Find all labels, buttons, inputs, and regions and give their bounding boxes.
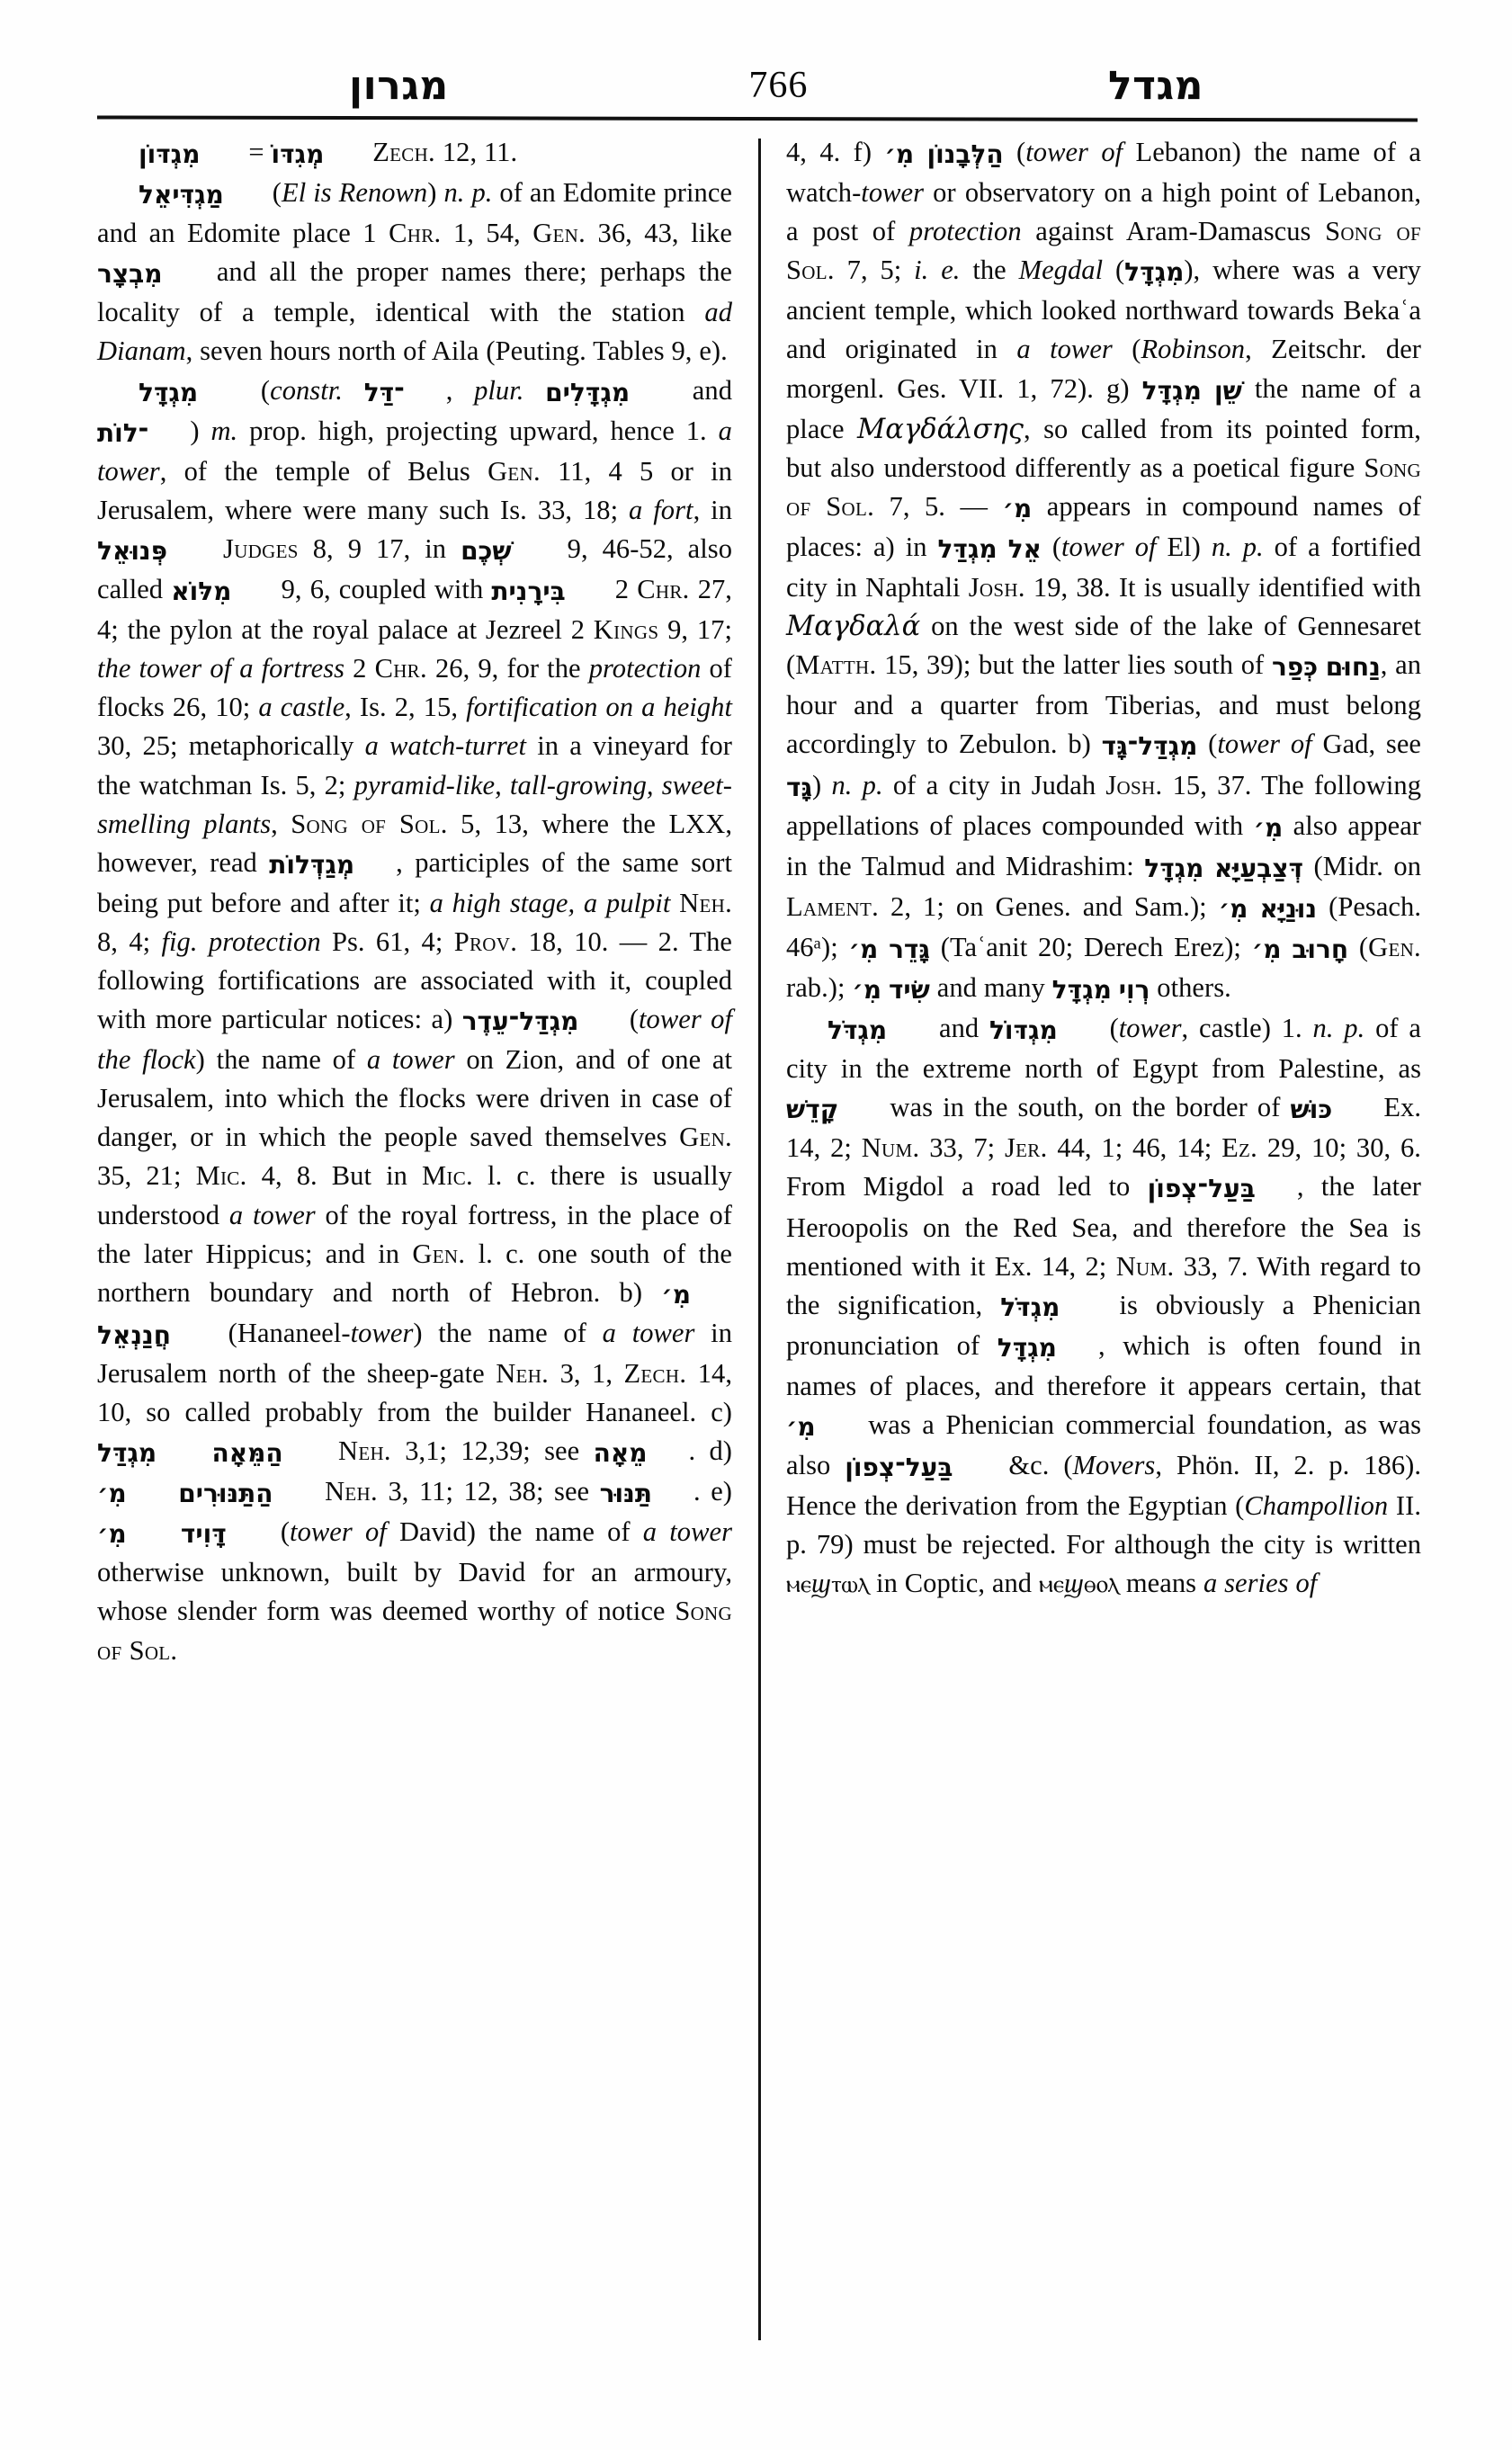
gloss-italic: n. p. <box>831 769 883 800</box>
gloss-italic: Robinson <box>1141 334 1246 365</box>
hebrew-word: מְגַדְּלוֹת <box>269 849 355 880</box>
scripture-siglum: Gen. <box>1368 931 1421 962</box>
header-rule <box>97 115 1418 121</box>
hebrew-word: מִ׳ <box>786 1412 816 1442</box>
hebrew-word: מִ׳ <box>884 139 915 169</box>
scripture-siglum: Neh. <box>496 1357 550 1389</box>
page-number: 766 <box>748 65 809 106</box>
coptic-word: ⲙⲉ <box>1039 1570 1064 1599</box>
coptic-word: ⲑⲟⲗ <box>1084 1570 1120 1599</box>
column-divider <box>758 139 761 2340</box>
gloss-italic: tower of <box>290 1516 387 1548</box>
gloss-italic: Megdal <box>1018 255 1104 286</box>
hebrew-word: גָּד <box>786 772 812 802</box>
scripture-siglum: Josh. <box>968 572 1025 604</box>
hebrew-word: שִׂיד <box>888 974 930 1005</box>
gloss-italic: n. p. <box>443 177 493 209</box>
gloss-italic: tower <box>290 1516 353 1548</box>
gloss-italic: tower <box>669 1516 732 1548</box>
gloss-italic: n. p. <box>1312 1013 1365 1044</box>
coptic-word: ⲧⲱⲗ <box>831 1570 870 1599</box>
scripture-siglum: Gen. <box>679 1122 732 1153</box>
right-column <box>786 133 1421 2364</box>
hebrew-word: מִגְדַּל <box>97 1438 157 1469</box>
running-head-right-hebrew: מגדל <box>1108 63 1203 109</box>
gloss-italic: tower of <box>1061 531 1157 562</box>
gloss-italic: fortification on a height <box>466 692 733 723</box>
scripture-siglum: Song of Sol. <box>786 452 1421 522</box>
gloss-italic: Movers <box>1072 1450 1156 1481</box>
running-head-left-hebrew: מגרון <box>349 63 449 109</box>
hebrew-word: מִגְדָּל <box>997 1332 1057 1363</box>
gloss-italic: a tower <box>228 1199 316 1230</box>
scripture-siglum: Kings <box>593 614 659 646</box>
gloss-italic: a tower <box>97 415 732 487</box>
hebrew-word: מִ׳ <box>97 1479 127 1509</box>
gloss-italic: tower <box>1025 137 1088 167</box>
text-columns <box>97 133 1421 2364</box>
scripture-siglum: Song of Sol. <box>97 1596 732 1666</box>
scripture-siglum: Judges <box>223 532 299 564</box>
hebrew-word: מִגְדָּל <box>139 377 199 407</box>
hebrew-word: בַּעַל־צְפוֹן <box>1147 1174 1256 1204</box>
gloss-italic: a fort <box>629 494 693 525</box>
scripture-siglum: Lament. <box>786 890 880 922</box>
scripture-siglum: Zech. <box>372 137 435 167</box>
gloss-italic: tower of <box>139 653 232 684</box>
gloss-italic: tower <box>1061 531 1124 562</box>
scripture-siglum: Gen. <box>412 1238 466 1269</box>
hebrew-word: מִ׳ <box>97 1519 127 1550</box>
hebrew-word: שְׁכֶם <box>461 535 512 566</box>
hebrew-word: קָדֵשׁ <box>786 1095 839 1125</box>
gloss-italic: pyramid-like, tall-growing, sweet-smelling <box>97 769 732 839</box>
scripture-siglum: Ez. <box>1221 1132 1258 1164</box>
scripture-siglum: Chr. <box>374 653 427 684</box>
scripture-siglum: Neh. <box>338 1435 391 1467</box>
scripture-siglum: Josh. <box>1105 769 1163 800</box>
gloss-italic: tower <box>1217 729 1281 760</box>
hebrew-word: בִּירָנִית <box>491 577 566 607</box>
gloss-italic: tower of <box>639 1004 732 1035</box>
hebrew-word: נוּנַיָּא <box>1259 893 1318 924</box>
entry-magdiel: מַגְדִּיאֵל (El is Renown) n. p. of an Edomite prince and an Edomite place 1 Chr. 1, 54, Gen. 36, 43, like מִבְצָר and all the proper names there; perhaps the locality of a temple, identical with the station ad Dianam, seven hours north of Aila (Peuting. Tables 9, e). <box>97 177 733 367</box>
gloss-italic: tower of <box>1217 729 1312 760</box>
hebrew-word: מִגְדּוֹן <box>139 139 201 169</box>
hebrew-word: מִ׳ <box>661 1279 691 1310</box>
hebrew-word: ־לוֹת <box>97 417 149 448</box>
gloss-italic: fig. <box>161 925 198 957</box>
hebrew-word: תַּנּוּר <box>599 1479 652 1509</box>
gloss-italic: protection <box>908 216 1022 247</box>
gloss-italic: tower <box>139 653 202 684</box>
greek-word: Μαγδαλά <box>786 611 921 643</box>
gloss-italic: plur. <box>474 374 524 406</box>
scripture-siglum: Prov. <box>453 925 518 957</box>
gloss-italic: a tower <box>642 1516 732 1548</box>
hebrew-word: מִגְדָּל <box>1051 974 1112 1005</box>
hebrew-word: מִגְדַּל־גָּד <box>1101 731 1198 762</box>
hebrew-word: מִ׳ <box>852 974 882 1005</box>
hebrew-word: הַתַּנּוּרִים <box>178 1479 273 1509</box>
gloss-italic: tower <box>252 1199 316 1230</box>
gloss-italic: a castle <box>258 692 345 723</box>
hebrew-word: מִ׳ <box>1002 493 1033 523</box>
scripture-siglum: Gen. <box>488 455 541 487</box>
scripture-siglum: Chr. <box>389 218 442 249</box>
gloss-italic: protection <box>588 653 702 684</box>
scripture-siglum: Zech. <box>623 1357 687 1389</box>
hebrew-word: מִ׳ <box>1251 934 1282 964</box>
coptic-word: ⲙⲉ <box>786 1570 811 1599</box>
gloss-italic: m. <box>210 415 238 446</box>
hebrew-word: בַּעַל־צְפוֹן <box>845 1453 953 1483</box>
hebrew-word: מֵאָה <box>593 1438 648 1469</box>
hebrew-word: כְּפַר <box>1271 652 1319 683</box>
greek-word: ϣ <box>811 1568 832 1600</box>
scripture-siglum: Num. <box>861 1132 920 1164</box>
entry-migdon: מִגְדּוֹן = מְגִדּוֹ Zech. 12, 11. <box>97 133 732 174</box>
scripture-siglum: Gen. <box>532 218 586 249</box>
hebrew-word: מִגְדָּל <box>1124 257 1185 288</box>
gloss-italic: i. e. <box>914 255 961 286</box>
hebrew-word: מִ׳ <box>1253 812 1284 843</box>
scripture-siglum: Num. <box>1115 1250 1175 1282</box>
gloss-italic: a watch-turret <box>364 730 527 762</box>
hebrew-word: הַמֵּאָה <box>211 1438 283 1469</box>
column-gutter <box>732 133 786 2364</box>
hebrew-word: מִגְדַּל־עֵדֶר <box>461 1006 579 1037</box>
gloss-italic: plants <box>203 808 272 839</box>
hebrew-word: ־דַּל <box>363 377 405 407</box>
gloss-italic: a tower <box>366 1044 455 1076</box>
hebrew-word: שֵׁן <box>1213 375 1242 406</box>
hebrew-word: מִגְדָּל <box>1141 375 1202 406</box>
hebrew-word: גָּדֵר <box>889 934 930 964</box>
gloss-italic: n. p. <box>1211 531 1264 562</box>
hebrew-word: מַגְדִּיאֵל <box>139 180 224 210</box>
scripture-siglum: Mic. <box>422 1160 473 1192</box>
gloss-italic: tower <box>1118 1013 1182 1044</box>
running-head <box>97 38 1419 109</box>
hebrew-word: דְּצַבְעַיָּא <box>1213 853 1303 883</box>
scripture-siglum: Neh. <box>679 887 733 918</box>
gloss-italic: tower <box>639 1004 702 1035</box>
gloss-italic: tower of <box>1025 137 1123 167</box>
hebrew-word: מִ׳ <box>848 934 879 964</box>
gloss-italic: the flock <box>97 1044 196 1076</box>
gloss-italic: tower <box>97 455 160 487</box>
entry-migdal-continued: 4, 4. f) מִ׳ הַלְּבָנוֹן (tower of Lebanon) the name of a watch-tower or observatory on a high point of Lebanon, a post of protection against Aram-Damascus Song of Sol. 7, 5; i. e. the Megdal (מִגְדָּל), where was a very ancient temple, which looked northward towards Bekaʿa and originated in a tower (Robinson, Zeitschr. der morgenl. Ges. VII. 1, 72). g) מִגְדָּל שֵׁן the name of a place Μαγδάλσης, so called from its pointed form, but also understood differently as a poetical figure Song of Sol. 7, 5. — מִ׳ appears in compound names of places: a) in מִגְדַּל אֵל (tower of El) n. p. of a fortified city in Naphtali Josh. 19, 38. It is usually identified with Μαγδαλά on the west side of the lake of Gennesaret (Matth. 15, 39); but the latter lies south of כְּפַר נַחוּם, an hour and a quarter from Tiberias, and must belong accordingly to Zebulon. b) מִגְדַּל־גָּד (tower of Gad, see גָּד) n. p. of a city in Judah Josh. 15, 37. The following appellations of places compounded with מִ׳ also appear in the Talmud and Midrashim: מִגְדָּל דְּצַבְעַיָּא (Midr. on Lament. 2, 1; on Genes. and Sam.); מִ׳ נוּנַיָּא (Pesach. 46ᵃ); מִ׳ גָּדֵר (Taʿanit 20; Derech Erez); מִ׳ חָרוּב (Gen. rab.); מִ׳ שִׂיד and many מִגְדָּל רְוִי others. <box>786 133 1421 1009</box>
gloss-italic: tower <box>1050 334 1113 365</box>
gloss-italic: tower <box>861 177 925 209</box>
scripture-siglum: Jer. <box>1004 1132 1048 1164</box>
scripture-siglum: Chr. <box>637 574 690 605</box>
hebrew-word: מִ׳ <box>1218 893 1248 924</box>
hebrew-word: מִגְדֹּל <box>1000 1292 1060 1322</box>
gloss-italic: a high stage, a pulpit <box>429 887 671 918</box>
gloss-italic: a tower <box>1016 334 1113 365</box>
hebrew-word: רְוִי <box>1118 974 1150 1005</box>
gloss-italic: Champollion <box>1244 1490 1389 1522</box>
gloss-italic: tower <box>350 1317 414 1348</box>
greek-word: Μαγδάλσης <box>857 413 1024 445</box>
hebrew-word: כּוּשׁ <box>1290 1095 1333 1125</box>
greek-word: ϣ <box>1064 1568 1085 1600</box>
hebrew-word: מִבְצָר <box>97 259 163 290</box>
hebrew-word: מִגְדֹּל <box>828 1015 888 1046</box>
hebrew-word: מִגְדּוֹל <box>989 1015 1058 1046</box>
gloss-italic: a series of <box>1203 1568 1318 1599</box>
scripture-siglum: Song of Sol. <box>786 216 1422 286</box>
hebrew-word: חֲנַנְאֵל <box>97 1319 171 1350</box>
scripture-siglum: Song of Sol. <box>291 808 448 839</box>
hebrew-word: מִגְדַּל <box>937 533 998 564</box>
gloss-italic: protection <box>208 925 321 957</box>
hebrew-word: חָרוּב <box>1292 934 1349 964</box>
hebrew-word: מִגְדָּל <box>1144 853 1204 883</box>
gloss-italic: ad Dianam <box>97 297 732 367</box>
gloss-italic: El is Renown <box>282 177 428 209</box>
gloss-italic: tower <box>631 1317 695 1348</box>
gloss-italic: a tower <box>602 1317 695 1348</box>
hebrew-word: מִגְדָּלִים <box>545 377 631 407</box>
hebrew-word: מִלּוֹא <box>171 577 232 607</box>
gloss-italic: constr. <box>270 374 343 406</box>
scripture-siglum: Matth. <box>795 649 877 681</box>
scripture-siglum: Mic. <box>195 1160 247 1192</box>
scripture-siglum: Neh. <box>325 1476 378 1507</box>
entry-migdal: מִגְדָּל (constr. ־דַּל , plur. מִגְדָּלִים and ־לוֹת ) m. prop. high, projecting upward, hence 1. a tower, of the temple of Belus Gen. 11, 4 5 or in Jerusalem, where were many such Is. 33, 18; a fort, in פְּנוּאֵל Judges 8, 9 17, in שְׁכֶם 9, 46-52, also called מִלּוֹא 9, 6, coupled with בִּירָנִית 2 Chr. 27, 4; the pylon at the royal palace at Jezreel 2 Kings 9, 17; the tower of a fortress 2 Chr. 26, 9, for the protection of flocks 26, 10; a castle, Is. 2, 15, fortification on a height 30, 25; metaphorically a watch-turret in a vineyard for the watchman Is. 5, 2; pyramid-like, tall-growing, sweet-smelling plants, Song of Sol. 5, 13, where the LXX, however, read מְגַדְּלוֹת , participles of the same sort being put before and after it; a high stage, a pulpit Neh. 8, 4; fig. protection Ps. 61, 4; Prov. 18, 10. — 2. The following fortifications are associated with it, coupled with more particular notices: a) מִגְדַּל־עֵדֶר (tower of the flock) the name of a tower on Zion, and of one at Jerusalem, into which the flocks were driven in case of danger, or in which the people saved themselves Gen. 35, 21; Mic. 4, 8. But in Mic. l. c. there is usually understood a tower of the royal fortress, in the place of the later Hippicus; and in Gen. l. c. one south of the northern boundary and north of Hebron. b) מִ׳ חֲנַנְאֵל (Hananeel-tower) the name of a tower in Jerusalem north of the sheep-gate Neh. 3, 1, Zech. 14, 10, so called probably from the builder Hananeel. c) מִגְדַּל הַמֵּאָה Neh. 3,1; 12,39; see מֵאָה . d) מִ׳ הַתַּנּוּרִים Neh. 3, 11; 12, 38; see תַּנּוּר . e) מִ׳ דָּוִיד (tower of David) the name of a tower otherwise unknown, built by David for an armoury, whose slender form was deemed worthy of notice Song of Sol. <box>97 374 733 1666</box>
hebrew-word: אֵל <box>1007 533 1042 564</box>
left-column <box>97 133 732 2364</box>
gloss-italic: the tower of a fortress <box>97 653 345 684</box>
hebrew-word: מְגִדּוֹ <box>271 139 325 169</box>
hebrew-word: נַחוּם <box>1325 652 1381 683</box>
entry-migdol: מִגְדֹּל and מִגְדּוֹל (tower, castle) 1. n. p. of a city in the extreme north of Egypt from Palestine, as קָדֵשׁ was in the south, on the border of כּוּשׁ Ex. 14, 2; Num. 33, 7; Jer. 44, 1; 46, 14; Ez. 29, 10; 30, 6. From Migdol a road led to בַּעַל־צְפוֹן , the later Heroopolis on the Red Sea, and therefore the Sea is mentioned with it Ex. 14, 2; Num. 33, 7. With regard to the signification, מִגְדֹּל is obviously a Phenician pronunciation of מִגְדָּל , which is often found in names of places, and therefore it appears certain, that מִ׳ was a Phenician commercial foundation, as was also בַּעַל־צְפוֹן &c. (Movers, Phön. II, 2. p. 186). Hence the derivation from the Egyptian (Champollion II. p. 79) must be rejected. For although the city is written ⲙⲉϣⲧⲱⲗ in Coptic, and ⲙⲉϣⲑⲟⲗ means a series of <box>786 1013 1421 1600</box>
hebrew-word: דָּוִיד <box>180 1519 227 1550</box>
hebrew-word: הַלְּבָנוֹן <box>926 139 1004 169</box>
gloss-italic: tower <box>391 1044 455 1076</box>
hebrew-word: פְּנוּאֵל <box>97 535 168 566</box>
